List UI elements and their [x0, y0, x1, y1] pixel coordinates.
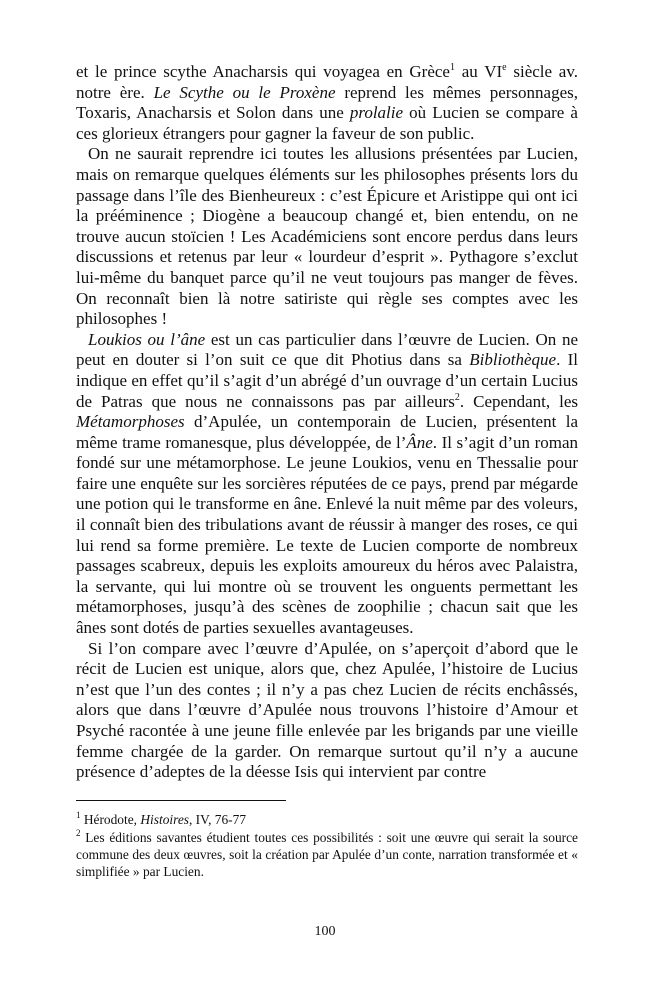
- footnote-ref-2: 2: [454, 391, 460, 403]
- work-title: Loukios ou l’âne: [88, 329, 206, 349]
- paragraph-1: [76, 62, 578, 144]
- text-run: Hérodote,: [80, 811, 141, 827]
- text-run: d’Apulée, un contemporain de Lucien, présentent la même trame romanesque, plus développée, de l’: [76, 412, 578, 452]
- page-content: [76, 62, 578, 882]
- text-run: . Il s’agit d’un roman fondé sur une métamorphose. Le jeune Loukios, venu en Thessalie pour faire une enquête sur les sorcières réputées de ce pays, prend par mégarde une potion qui le transforme en âne. Enlevé la nuit même par des voleurs, il connaît bien des tribulations avant de réussir à manger des roses, ce qui lui rend sa forme première. Le texte de Lucien comporte de nombreux passages scabreux, depuis les exploits amoureux du héros avec Palaistra, la servante, qui lui montre où se trouvent les onguents permettant les métamorphoses, jusqu’à des scènes de zoophilie ; chacun sait que les ânes sont dotés de parties sexuelles avantageuses.: [76, 432, 578, 638]
- text-run: . Il indique en effet qu’il s’agit d’un abrégé d’un ouvrage d’un certain Lucius de Patras que nous ne connaissons pas par ailleurs: [76, 350, 578, 411]
- paragraph-2: On ne saurait reprendre ici toutes les allusions présentées par Lucien, mais on remarque quelques éléments sur les philosophes présents lors du passage dans l’île des Bienheureux : c’est Épicure et Aristippe qui ont ici la prééminence ; Diogène a beaucoup changé et, bien entendu, on ne trouve aucun stoïcien ! Les Académiciens sont encore perdus dans leurs discussions et retenus par leur « lourdeur d’esprit ». Pythagore s’exclut lui-même du banquet parce qu’il ne veut toujours pas manger de fèves. On reconnaît bien là notre satiriste qui règle ses comptes avec les philosophes !: [76, 144, 578, 329]
- page-number: 100: [314, 924, 336, 939]
- footnote-2: [76, 830, 578, 880]
- footnotes: [76, 809, 578, 880]
- text-run: où Lucien se compare à ces glorieux étrangers pour gagner la faveur de son public.: [76, 103, 578, 143]
- text-run: siècle av. notre ère.: [76, 62, 578, 102]
- text-run: , IV, 76-77: [188, 811, 247, 827]
- text-run: au VI: [454, 62, 503, 81]
- work-title: Histoires: [140, 811, 189, 827]
- work-title: Bibliothèque: [469, 350, 557, 370]
- work-title: Âne: [406, 432, 433, 452]
- work-title: Le Scythe ou le Proxène: [153, 82, 336, 102]
- body-text: [76, 62, 578, 783]
- text-run: et le prince scythe Anacharsis qui voyagea en Grèce: [76, 62, 450, 81]
- text-run: reprend les mêmes personnages, Toxaris, Anacharsis et Solon dans une: [76, 82, 579, 123]
- footnote-mark-2: 2: [76, 828, 81, 839]
- superscript-e: e: [502, 62, 507, 73]
- paragraph-4: Si l’on compare avec l’œuvre d’Apulée, on s’aperçoit d’abord que le récit de Lucien est unique, alors que, chez Apulée, l’histoire de Lucius n’est que l’un des contes ; il n’y a pas chez Lucien de récits enchâssés, alors que dans l’œuvre d’Apulée nous trouvons l’histoire d’Amour et Psyché racontée à une jeune fille enlevée par les brigands par une vieille femme chargée de la garder. On remarque surtout qu’il n’y a aucune présence d’adeptes de la déesse Isis qui intervient par contre: [76, 638, 578, 782]
- footnote-1: [76, 809, 578, 829]
- text-run: . Cependant, les: [459, 391, 578, 411]
- footnote-ref-1: 1: [449, 62, 455, 73]
- work-title: Métamorphoses: [76, 412, 185, 432]
- text-run: est un cas particulier dans l’œuvre de Lucien. On ne peut en douter si l’on suit ce que dit Photius dans sa: [76, 329, 578, 370]
- footnote-divider: [76, 800, 286, 801]
- text-run: Les éditions savantes étudient toutes ces possibilités : soit une œuvre qui serait la source commune des deux œuvres, soit la création par Apulée d’un conte, narration transformée et « simplifiée » par Lucien.: [76, 830, 578, 879]
- footnote-mark-1: 1: [76, 809, 81, 820]
- work-title: prolalie: [349, 103, 404, 123]
- paragraph-3: [76, 330, 578, 639]
